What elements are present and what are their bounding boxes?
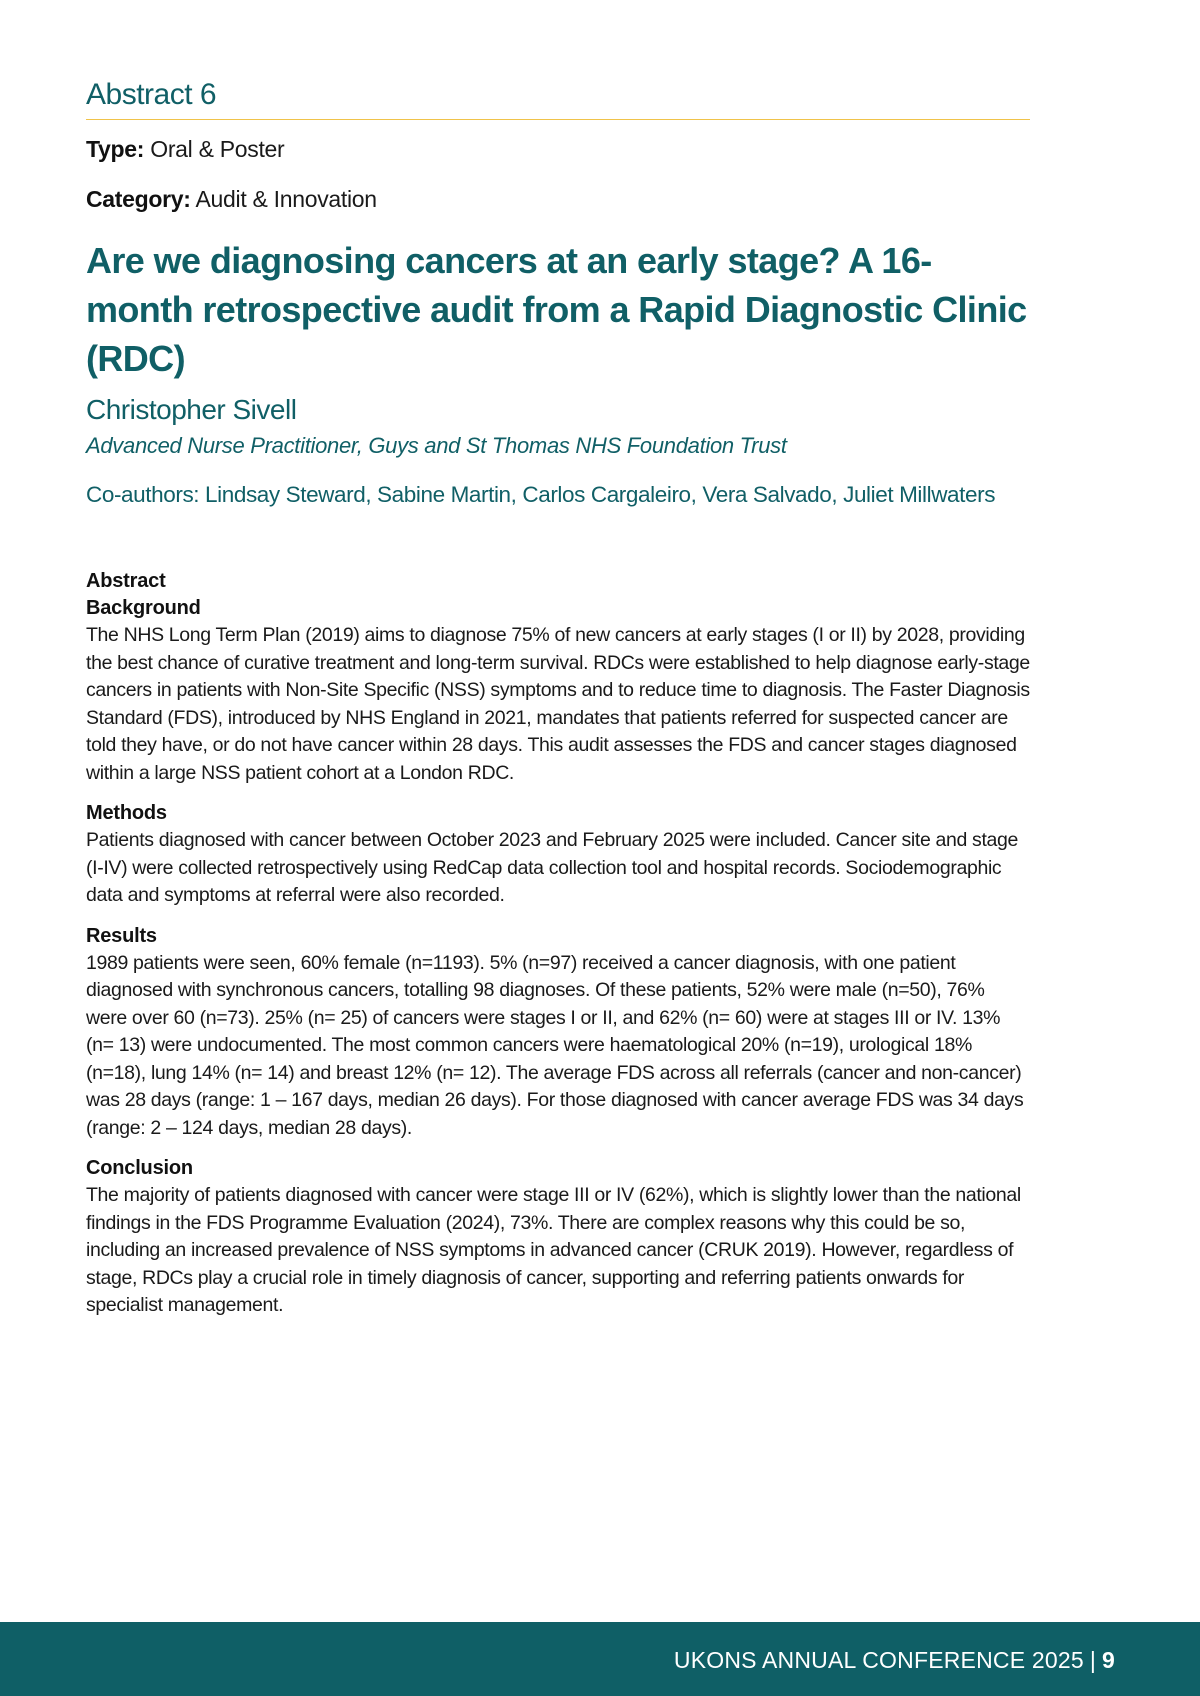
author-name: Christopher Sivell [86,394,297,425]
conclusion-heading: Conclusion [86,1157,193,1179]
author-role: Advanced Nurse Practitioner, Guys and St Thomas NHS Foundation Trust [86,433,787,458]
background-heading: Background [86,597,201,619]
header-divider [86,119,1030,120]
page-number: 9 [1102,1647,1115,1673]
abstract-number-label: Abstract 6 [86,78,217,111]
methods-heading: Methods [86,802,167,824]
coauthors-line: Co-authors: Lindsay Steward, Sabine Martin, Carlos Cargaleiro, Vera Salvado, Juliet Millwaters [86,482,996,507]
abstract-heading: Abstract [86,570,166,592]
results-text: 1989 patients were seen, 60% female (n=1193). 5% (n=97) received a cancer diagnosis, with one patient diagnosed with synchronous cancers, totalling 98 diagnoses. Of these patients, 52% were male (n=50), 76% were over 60 (n=73). 25% (n= 25) of cancers were stages I or II, and 62% (n= 60) were at stages III or IV. 13% (n= 13) were undocumented. The most common cancers were haematological 20% (n=19), urological 18% (n=18), lung 14% (n= 14) and breast 12% (n= 12). The average FDS across all referrals (cancer and non-cancer) was 28 days (range: 1 – 167 days, median 26 days). For those diagnosed with cancer average FDS was 34 days (range: 2 – 124 days, median 28 days). [86,951,1024,1139]
conference-name: UKONS ANNUAL CONFERENCE 2025 [673,1647,1084,1673]
category-key: Category: [86,186,191,212]
conclusion-text: The majority of patients diagnosed with cancer were stage III or IV (62%), which is slightly lower than the national findings in the FDS Programme Evaluation (2024), 73%. There are complex reasons why this could be so, including an increased prevalence of NSS symptoms in advanced cancer (CRUK 2019). However, regardless of stage, RDCs play a crucial role in timely diagnosis of cancer, supporting and referring patients onwards for specialist management. [86,1184,1021,1316]
footer-separator: | [1089,1647,1096,1673]
footer-text [674,1647,1115,1674]
type-value: Oral & Poster [150,136,285,162]
category-value: Audit & Innovation [195,186,377,212]
methods-text: Patients diagnosed with cancer between October 2023 and February 2025 were included. Cancer site and stage (I-IV) were collected retrospectively using RedCap data collection tool and hospital records. Sociodemographic data and symptoms at referral were also recorded. [86,829,1019,906]
type-line [86,136,284,163]
category-line [86,186,377,213]
page-title: Are we diagnosing cancers at an early stage? A 16-month retrospective audit from a Rapid Diagnostic Clinic (RDC) [86,240,1027,379]
background-text: The NHS Long Term Plan (2019) aims to diagnose 75% of new cancers at early stages (I or II) by 2028, providing the best chance of curative treatment and long-term survival. RDCs were established to help diagnose early-stage cancers in patients with Non-Site Specific (NSS) symptoms and to reduce time to diagnosis. The Faster Diagnosis Standard (FDS), introduced by NHS England in 2021, mandates that patients referred for suspected cancer are told they have, or do not have cancer within 28 days. This audit assesses the FDS and cancer stages diagnosed within a large NSS patient cohort at a London RDC. [86,624,1030,784]
abstract-body [86,568,1030,1320]
type-key: Type: [86,136,145,162]
footer-bar [0,1622,1200,1696]
results-heading: Results [86,924,157,947]
